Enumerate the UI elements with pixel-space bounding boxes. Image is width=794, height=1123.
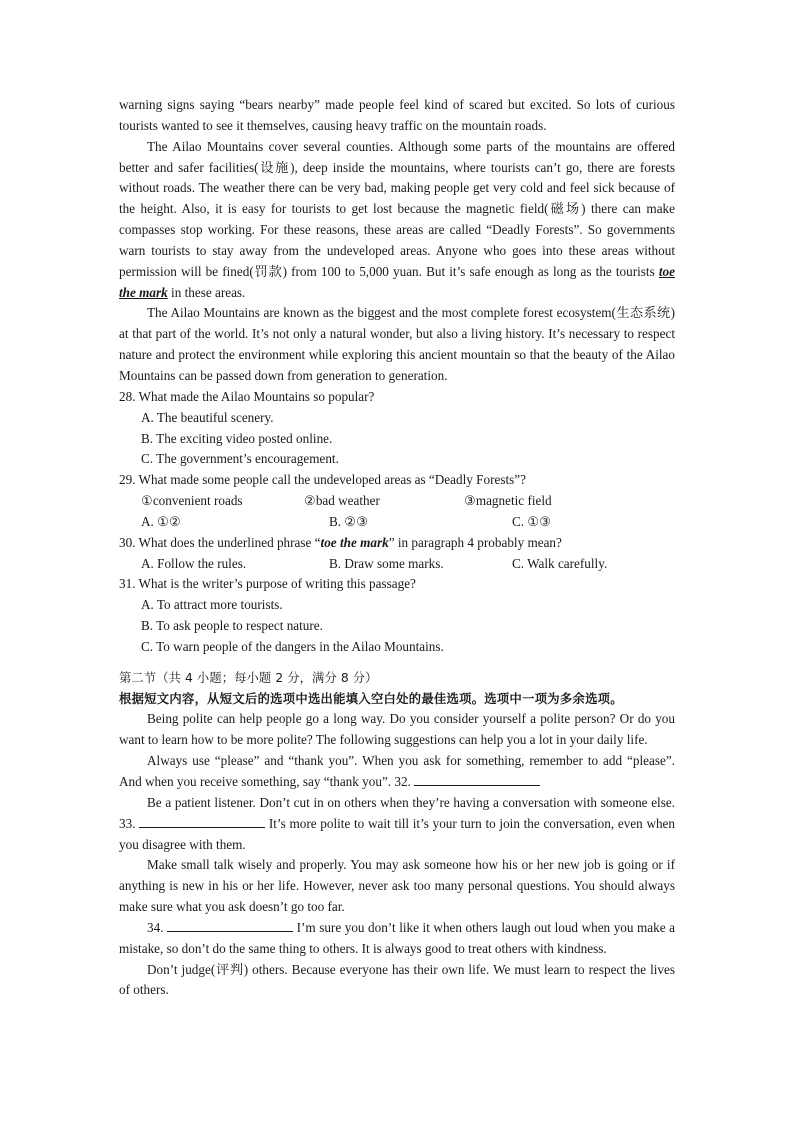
cloze-paragraph-4: Make small talk wisely and properly. You may ask someone how his or her new job is going or if anything is new in his or her life. However, never ask too many personal questions. You should always make sure what you ask doesn’t go too far. xyxy=(119,857,675,915)
cloze-paragraph-3-end: It’s more polite to wait till it’s your turn to join the conversation, even when you disagree with them. xyxy=(119,815,676,852)
cloze-paragraph-3 xyxy=(119,793,675,856)
blank-33[interactable] xyxy=(139,815,265,828)
question-31-option-b[interactable]: B. To ask people to respect nature. xyxy=(141,618,323,634)
question-29-options xyxy=(141,512,675,533)
reading-paragraph-4: The Ailao Mountains are known as the biggest and the most complete forest ecosystem(生态系统) at that part of the world. It’s not only a natural wonder, but also a living history. It’s necessary to respect nature and protect the environment while exploring this ancient mountain so that the beauty of the Ailao Mountains can be passed down from generation to generation. xyxy=(119,305,675,383)
blank-32[interactable] xyxy=(414,773,540,786)
question-29-option-a[interactable]: A. ①② xyxy=(141,513,181,529)
question-29-option-b[interactable]: B. ②③ xyxy=(329,513,369,529)
question-28-option-b[interactable]: B. The exciting video posted online. xyxy=(141,430,333,446)
question-28-option-a[interactable]: A. The beautiful scenery. xyxy=(141,409,274,425)
question-29-items xyxy=(141,491,675,512)
question-31 xyxy=(119,574,675,657)
reading-paragraph-3 xyxy=(119,137,675,304)
cloze-paragraph-2-text: Always use “please” and “thank you”. When you ask for something, remember to add “please”. And when you receive something, say “thank you”. 32. xyxy=(119,753,675,789)
question-29-item-2: ②bad weather xyxy=(304,493,380,509)
cloze-paragraph-2 xyxy=(119,751,675,793)
question-29-item-1: ①convenient roads xyxy=(141,493,243,509)
question-29-stem: 29. What made some people call the undeveloped areas as “Deadly Forests”? xyxy=(119,472,526,488)
cloze-paragraph-6: Don’t judge(评判) others. Because everyone has their own life. We must learn to respect the lives of others. xyxy=(119,961,675,998)
question-30-stem-end: ” in paragraph 4 probably mean? xyxy=(388,534,562,550)
blank-34[interactable] xyxy=(167,919,293,932)
cloze-paragraph-3-text: Be a patient listener. Don’t cut in on others when they’re having a conversation with someone else. 33. xyxy=(119,794,675,831)
question-30-options xyxy=(141,554,675,575)
question-30 xyxy=(119,533,675,575)
question-28-stem: 28. What made the Ailao Mountains so popular? xyxy=(119,388,375,404)
question-30-option-b[interactable]: B. Draw some marks. xyxy=(329,555,444,571)
reading-paragraph-continued: warning signs saying “bears nearby” made people feel kind of scared but excited. So lots of curious tourists wanted to see it themselves, causing heavy traffic on the mountain roads. xyxy=(119,97,675,133)
question-30-stem xyxy=(119,533,675,554)
underlined-phrase: toe the mark xyxy=(119,263,675,300)
question-31-option-c[interactable]: C. To warn people of the dangers in the Ailao Mountains. xyxy=(141,638,444,654)
question-29-option-c[interactable]: C. ①③ xyxy=(512,513,552,529)
question-30-option-a[interactable]: A. Follow the rules. xyxy=(141,555,247,571)
question-30-stem-start: 30. What does the underlined phrase “ xyxy=(119,534,321,550)
section-2-heading: 第二节（共 4 小题；每小题 2 分，满分 8 分） xyxy=(119,670,378,685)
question-28-option-c[interactable]: C. The government’s encouragement. xyxy=(141,451,339,467)
cloze-paragraph-5-text: I’m sure you don’t like it when others laugh out loud when you make a mistake, so don’t do the same thing to others. It is always good to treat others with kindness. xyxy=(119,919,676,956)
question-28 xyxy=(119,387,675,470)
exam-page xyxy=(119,95,675,1001)
question-31-option-a[interactable]: A. To attract more tourists. xyxy=(141,597,283,613)
cloze-paragraph-5-num: 34. xyxy=(147,919,168,935)
cloze-paragraph-5 xyxy=(119,918,675,960)
question-31-stem: 31. What is the writer’s purpose of writing this passage? xyxy=(119,576,416,592)
question-30-phrase: toe the mark xyxy=(320,534,389,550)
cloze-paragraph-1: Being polite can help people go a long way. Do you consider yourself a polite person? Or do you want to learn how to be more polite? The following suggestions can help you a lot in your daily life. xyxy=(119,711,675,748)
section-2-instruction: 根据短文内容，从短文后的选项中选出能填入空白处的最佳选项。选项中一项为多余选项。 xyxy=(119,691,623,706)
question-29-item-3: ③magnetic field xyxy=(464,493,552,509)
reading-paragraph-3-end: in these areas. xyxy=(167,284,246,300)
question-29 xyxy=(119,470,675,533)
question-30-option-c[interactable]: C. Walk carefully. xyxy=(512,555,608,571)
reading-paragraph-3-text: The Ailao Mountains cover several counties. Although some parts of the mountains are offered better and safer facilities(设施), deep inside the mountains, where tourists can’t go, there are forests without roads. The weather there can be very bad, making people get very cold and feel sick because of the height. Also, it is easy for tourists to get lost because the magnetic field(磁场) there can make compasses stop working. For these reasons, these areas are called “Deadly Forests”. So governments warn tourists to stay away from the undeveloped areas. Anyone who goes into these areas without permission will be fined(罚款) from 100 to 5,000 yuan. But it’s safe enough as long as the tourists xyxy=(119,138,675,279)
